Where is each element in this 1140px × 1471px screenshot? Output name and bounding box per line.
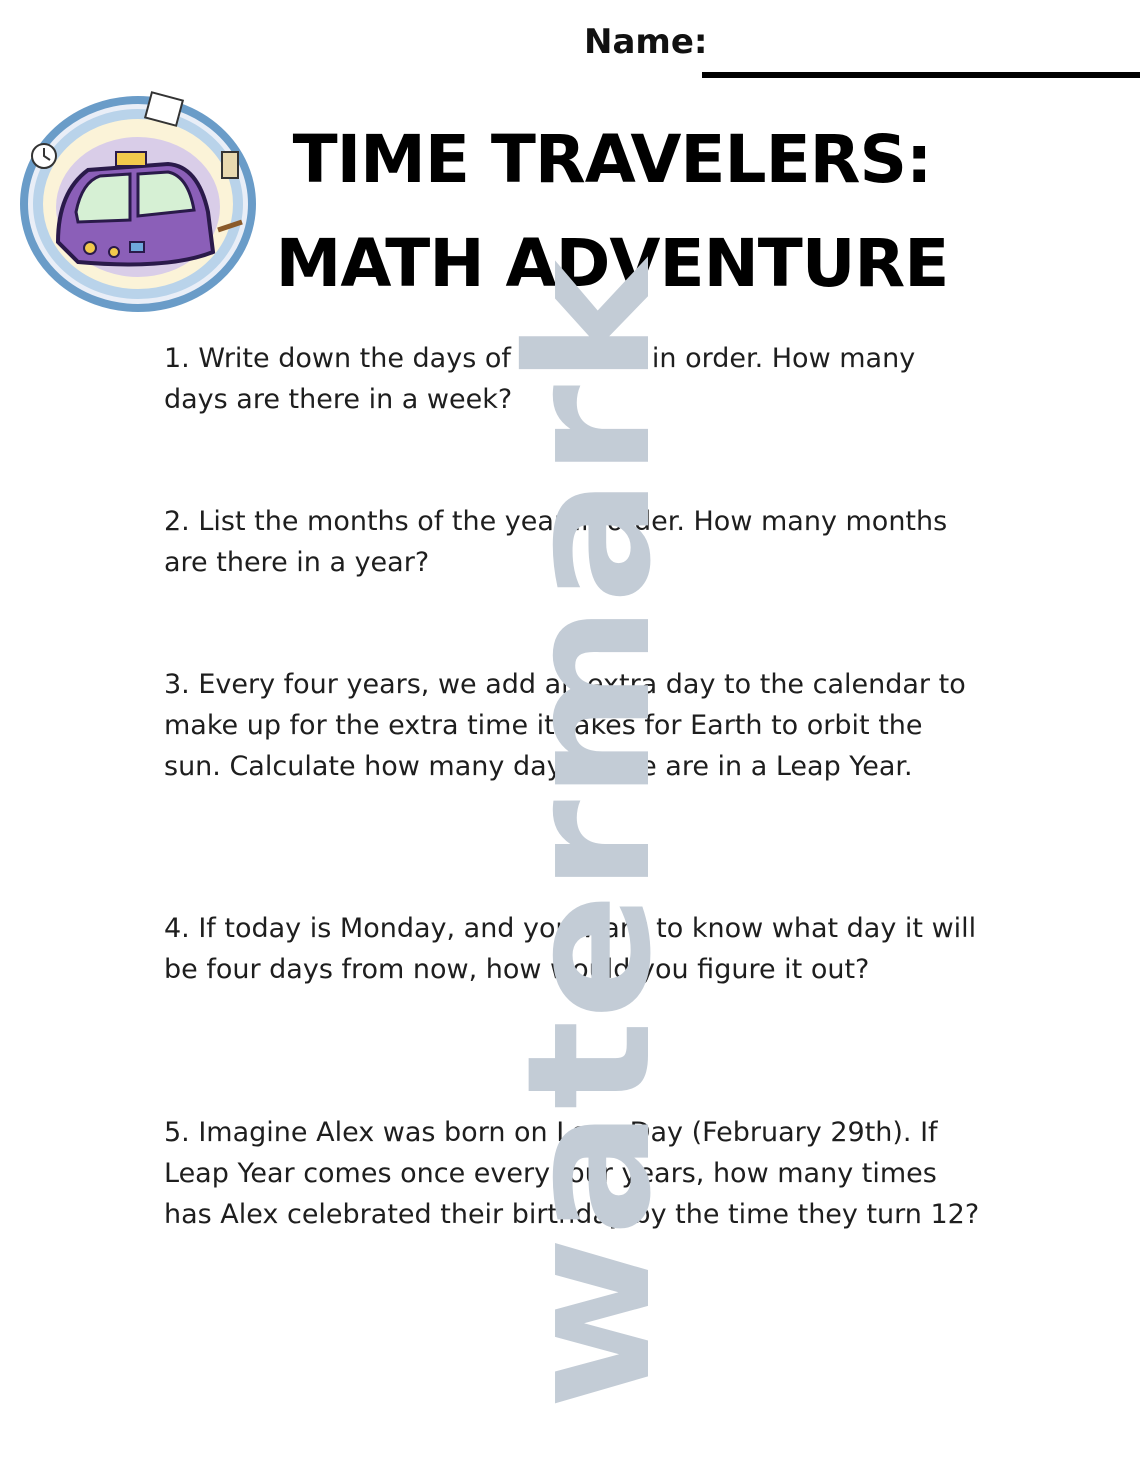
question-2: 2. List the months of the year in order. How many months are there in a year?	[164, 506, 948, 578]
question-3: 3. Every four years, we add an extra day to the calendar to make up for the extra time it takes for Earth to orbit the sun. Calculate how many days there are in a Leap Year.	[164, 669, 966, 782]
question-4: 4. If today is Monday, and you want to know what day it will be four days from now, how would you figure it out?	[164, 913, 977, 985]
title-line-2: MATH ADVENTURE	[275, 225, 949, 302]
question-1: 1. Write down the days of the week in order. How many days are there in a week?	[164, 343, 916, 415]
title-line-1: TIME TRAVELERS:	[292, 121, 932, 198]
time-machine-icon	[18, 92, 258, 314]
name-label: Name:	[584, 22, 708, 62]
watermark-text: watermark	[491, 369, 689, 1410]
question-5: 5. Imagine Alex was born on Leap Day (February 29th). If Leap Year comes once every four years, how many times has Alex celebrated their birthday by the time they turn 12?	[164, 1117, 980, 1230]
watermark	[491, 250, 689, 1420]
page-title	[262, 108, 962, 316]
name-line[interactable]	[702, 72, 1140, 78]
